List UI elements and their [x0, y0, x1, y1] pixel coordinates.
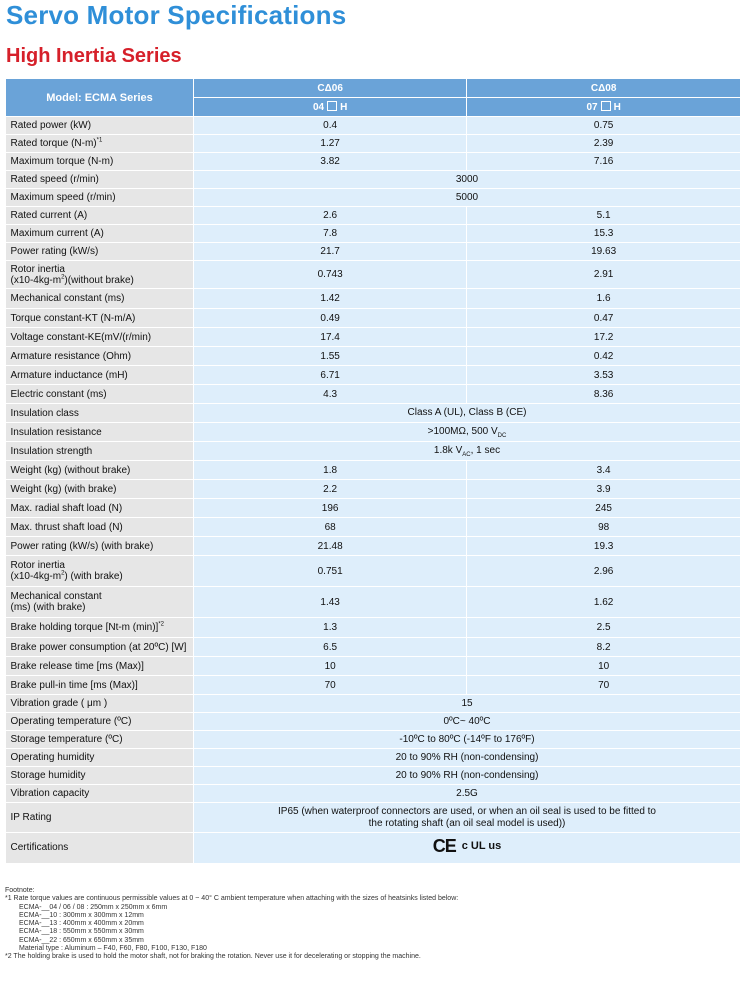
- spec-label-text: Operating humidity: [10, 752, 95, 763]
- spec-row: [6, 657, 741, 676]
- spec-row: [6, 309, 741, 328]
- spec-label: [6, 328, 194, 347]
- spec-value-text: the rotating shaft (an oil seal model is used)): [368, 817, 566, 829]
- spec-label: [6, 749, 194, 767]
- spec-value: 3.4: [467, 461, 740, 480]
- spec-value: 2.91: [467, 261, 740, 289]
- spec-value: 7.16: [467, 153, 740, 171]
- spec-value: 196: [194, 499, 467, 518]
- col1-code-header: 04 H: [194, 98, 467, 117]
- spec-label: [6, 638, 194, 657]
- spec-value: 1.55: [194, 347, 467, 366]
- spec-row: [6, 423, 741, 442]
- spec-value-shared: [194, 833, 741, 863]
- spec-value-shared: [194, 442, 741, 461]
- spec-value-text: -10ºC to 80ºC (-14ºF to 176ºF): [399, 733, 535, 745]
- spec-label: [6, 587, 194, 618]
- spec-value-shared: [194, 731, 741, 749]
- spec-value: 0.49: [194, 309, 467, 328]
- spec-label-text: Torque constant-KT (N-m/A): [10, 312, 136, 324]
- spec-label-text: Brake power consumption (at 20ºC) [W]: [10, 641, 187, 653]
- spec-label-text: Rated speed (r/min): [10, 174, 99, 185]
- spec-value: 8.2: [467, 638, 740, 657]
- spec-row: [6, 117, 741, 135]
- spec-label-text: Rated current (A): [10, 210, 88, 221]
- spec-value: 0.743: [194, 261, 467, 289]
- spec-label: [6, 442, 194, 461]
- spec-value-sub: DC: [497, 433, 507, 439]
- col1-group-header: CΔ06: [194, 79, 467, 98]
- spec-value-shared: [194, 803, 741, 833]
- spec-row: [6, 442, 741, 461]
- spec-row: [6, 695, 741, 713]
- spec-value: 1.6: [467, 289, 740, 309]
- spec-label-text: Rated power (kW): [10, 120, 92, 131]
- spec-value-shared: [194, 785, 741, 803]
- spec-row: [6, 713, 741, 731]
- spec-label-text: Armature inductance (mH): [10, 369, 128, 381]
- spec-label-sup: 2: [61, 570, 65, 577]
- spec-value: 68: [194, 518, 467, 537]
- spec-label: [6, 261, 194, 289]
- heatsink-size: ECMA-__18 : 550mm x 550mm x 30mm: [19, 928, 144, 936]
- spec-row: [6, 556, 741, 587]
- spec-label: [6, 556, 194, 587]
- spec-label: [6, 676, 194, 695]
- spec-label: [6, 618, 194, 638]
- spec-label-text: Max. radial shaft load (N): [10, 502, 123, 514]
- spec-label: [6, 385, 194, 404]
- placeholder-box-icon: [601, 101, 611, 111]
- spec-label: [6, 731, 194, 749]
- spec-row: [6, 261, 741, 289]
- spec-label-text: Power rating (kW/s): [10, 246, 99, 257]
- spec-label-unit: (x10-4kg-m: [10, 571, 62, 582]
- spec-row: [6, 207, 741, 225]
- spec-row: [6, 461, 741, 480]
- spec-row: [6, 731, 741, 749]
- cert-logos: [432, 835, 502, 856]
- spec-label-text: Insulation strength: [10, 445, 93, 457]
- spec-row: [6, 171, 741, 189]
- spec-label: [6, 767, 194, 785]
- spec-value: 21.7: [194, 243, 467, 261]
- spec-row: [6, 833, 741, 863]
- spec-row: [6, 385, 741, 404]
- spec-label-unit: ) (with brake): [64, 571, 123, 582]
- spec-value: 1.62: [467, 587, 740, 618]
- spec-label: [6, 537, 194, 556]
- spec-value-text: IP65 (when waterproof connectors are used, or when an oil seal is used to be fitted to: [278, 805, 656, 817]
- spec-value: 1.3: [194, 618, 467, 638]
- spec-value: 6.71: [194, 366, 467, 385]
- placeholder-box-icon: [327, 101, 337, 111]
- spec-value: 2.96: [467, 556, 740, 587]
- heatsink-material: Material type : Aluminum – F40, F60, F80, F100, F130, F180: [19, 945, 207, 953]
- spec-label: [6, 289, 194, 309]
- spec-label: [6, 135, 194, 153]
- spec-value-text: 1.8k V: [433, 445, 463, 456]
- spec-label-text: Insulation class: [10, 407, 79, 419]
- spec-value: 1.27: [194, 135, 467, 153]
- spec-value: 21.48: [194, 537, 467, 556]
- spec-value-text: 20 to 90% RH (non-condensing): [395, 769, 539, 781]
- spec-value: 2.6: [194, 207, 467, 225]
- spec-value: 15.3: [467, 225, 740, 243]
- spec-label: [6, 153, 194, 171]
- spec-value: 70: [467, 676, 740, 695]
- spec-label: [6, 423, 194, 442]
- spec-row: [6, 638, 741, 657]
- spec-row: [6, 225, 741, 243]
- spec-row: [6, 328, 741, 347]
- spec-value-text: >100MΩ, 500 V: [427, 426, 498, 437]
- ul-mark-icon: c UL us: [461, 839, 502, 852]
- spec-value: 70: [194, 676, 467, 695]
- spec-row: [6, 189, 741, 207]
- spec-value-shared: [194, 171, 741, 189]
- spec-value-sub: AC: [462, 452, 471, 458]
- spec-value: 4.3: [194, 385, 467, 404]
- spec-value: 0.4: [194, 117, 467, 135]
- spec-value-text: 15: [461, 697, 473, 709]
- spec-value: 2.39: [467, 135, 740, 153]
- page-title: Servo Motor Specifications: [6, 0, 347, 30]
- spec-label: [6, 657, 194, 676]
- spec-value: 1.43: [194, 587, 467, 618]
- spec-value: 0.75: [467, 117, 740, 135]
- spec-label-text: Insulation resistance: [10, 426, 102, 438]
- spec-label-unit: (x10-4kg-m: [10, 274, 62, 286]
- spec-value: 1.42: [194, 289, 467, 309]
- spec-value-text: 20 to 90% RH (non-condensing): [395, 751, 539, 763]
- spec-label-text: Operating temperature (ºC): [10, 716, 132, 727]
- series-subtitle: High Inertia Series: [6, 45, 182, 67]
- spec-value: 0.751: [194, 556, 467, 587]
- spec-label: [6, 189, 194, 207]
- spec-label-text: Armature resistance (Ohm): [10, 350, 132, 362]
- spec-row: [6, 404, 741, 423]
- spec-label-text: Weight (kg) (with brake): [10, 483, 117, 495]
- spec-label-text: Certifications: [10, 842, 69, 854]
- spec-row: [6, 518, 741, 537]
- spec-value-shared: [194, 713, 741, 731]
- spec-value-text: Class A (UL), Class B (CE): [407, 407, 527, 418]
- heatsink-size: ECMA-__13 : 400mm x 400mm x 20mm: [19, 920, 144, 928]
- spec-row: [6, 153, 741, 171]
- footnote: [5, 887, 740, 962]
- spec-value: 0.47: [467, 309, 740, 328]
- spec-label: [6, 713, 194, 731]
- spec-label: [6, 171, 194, 189]
- spec-label-text: Weight (kg) (without brake): [10, 464, 131, 476]
- spec-table: [5, 78, 740, 863]
- spec-row: [6, 803, 741, 833]
- spec-label-text: Vibration capacity: [10, 788, 90, 799]
- spec-row: [6, 480, 741, 499]
- spec-value: 6.5: [194, 638, 467, 657]
- spec-row: [6, 618, 741, 638]
- col2-group-header: CΔ08: [467, 79, 740, 98]
- spec-label-line: Mechanical constant: [10, 591, 102, 602]
- heatsink-size: ECMA-__04 / 06 / 08 : 250mm x 250mm x 6mm: [19, 903, 168, 911]
- spec-label: [6, 833, 194, 863]
- spec-label: [6, 309, 194, 328]
- spec-row: [6, 676, 741, 695]
- spec-label-line: Rotor inertia: [10, 560, 65, 571]
- spec-label: [6, 803, 194, 833]
- spec-label-text: Storage temperature (ºC): [10, 734, 123, 745]
- spec-label-text: Maximum speed (r/min): [10, 192, 116, 203]
- spec-value-shared: [194, 749, 741, 767]
- spec-label-text: Voltage constant-KE(mV/(r/min): [10, 331, 152, 343]
- spec-row: [6, 537, 741, 556]
- spec-row: [6, 289, 741, 309]
- spec-label-text: Power rating (kW/s) (with brake): [10, 540, 154, 552]
- spec-value: 10: [467, 657, 740, 676]
- spec-value-text: 5000: [455, 191, 479, 203]
- spec-label: [6, 366, 194, 385]
- spec-value: 5.1: [467, 207, 740, 225]
- model-header: Model: ECMA Series: [6, 79, 194, 117]
- spec-row: [6, 135, 741, 153]
- spec-label: [6, 243, 194, 261]
- spec-value: 2.5: [467, 618, 740, 638]
- col2-code-header: 07 H: [467, 98, 740, 117]
- spec-label-text: Brake holding torque [Nt-m (min)]: [10, 622, 159, 633]
- spec-value: 3.82: [194, 153, 467, 171]
- spec-value-shared: [194, 423, 741, 442]
- spec-value: 19.63: [467, 243, 740, 261]
- ce-mark-icon: CE: [432, 835, 456, 856]
- spec-value-shared: [194, 695, 741, 713]
- spec-label-text: Max. thrust shaft load (N): [10, 521, 123, 533]
- spec-value-text: 3000: [455, 173, 479, 185]
- spec-label-unit: )(without brake): [64, 274, 134, 286]
- spec-value: 3.9: [467, 480, 740, 499]
- spec-value: 245: [467, 499, 740, 518]
- spec-value: 10: [194, 657, 467, 676]
- spec-value-shared: [194, 189, 741, 207]
- spec-row: [6, 767, 741, 785]
- spec-label: [6, 518, 194, 537]
- spec-label: [6, 117, 194, 135]
- spec-label: [6, 480, 194, 499]
- spec-value: 98: [467, 518, 740, 537]
- spec-value-text: 0ºC~ 40ºC: [443, 715, 491, 727]
- spec-label-sup: 2: [61, 274, 65, 281]
- spec-value-text: , 1 sec: [470, 445, 501, 456]
- spec-label-text: Maximum current (A): [10, 228, 104, 239]
- spec-label-line: Rotor inertia: [10, 263, 65, 275]
- footnote-2: *2 The holding brake is used to hold the motor shaft, not for braking the rotation. Never use it for decelerating or stopping the machine.: [5, 953, 421, 961]
- spec-value: 8.36: [467, 385, 740, 404]
- spec-label: [6, 785, 194, 803]
- spec-row: [6, 587, 741, 618]
- spec-label-text: IP Rating: [10, 812, 52, 823]
- spec-value: 3.53: [467, 366, 740, 385]
- spec-value-text: 2.5G: [456, 787, 478, 799]
- spec-value: 17.4: [194, 328, 467, 347]
- spec-row: [6, 785, 741, 803]
- spec-value: 2.2: [194, 480, 467, 499]
- spec-label-line: (ms) (with brake): [10, 602, 86, 613]
- footnote-ref: *2: [158, 621, 165, 628]
- spec-value: 19.3: [467, 537, 740, 556]
- spec-row: [6, 347, 741, 366]
- spec-label-text: Storage humidity: [10, 770, 86, 781]
- spec-label: [6, 225, 194, 243]
- spec-row: [6, 366, 741, 385]
- spec-row: [6, 749, 741, 767]
- spec-label-text: Maximum torque (N-m): [10, 156, 114, 167]
- footnote-1: *1 Rate torque values are continuous permissible values at 0 ~ 40° C ambient temperature when attaching with the sizes of heatsinks listed below:: [5, 895, 459, 903]
- spec-label-text: Vibration grade ( μm ): [10, 698, 108, 709]
- spec-label: [6, 499, 194, 518]
- spec-label-text: Brake pull-in time [ms (Max)]: [10, 679, 138, 691]
- footnote-ref: *1: [96, 137, 103, 144]
- spec-label: [6, 347, 194, 366]
- spec-label-text: Rated torque (N-m): [10, 138, 97, 149]
- spec-row: [6, 499, 741, 518]
- spec-row: [6, 243, 741, 261]
- heatsink-size: ECMA-__22 : 650mm x 650mm x 35mm: [19, 936, 144, 944]
- spec-value-shared: [194, 767, 741, 785]
- spec-value-shared: [194, 404, 741, 423]
- footnote-heading: Footnote:: [5, 887, 35, 894]
- heatsink-size: ECMA-__10 : 300mm x 300mm x 12mm: [19, 911, 144, 919]
- spec-value: 1.8: [194, 461, 467, 480]
- spec-label-text: Electric constant (ms): [10, 388, 107, 400]
- spec-value: 0.42: [467, 347, 740, 366]
- spec-label: [6, 207, 194, 225]
- spec-value: 7.8: [194, 225, 467, 243]
- spec-label-text: Mechanical constant (ms): [10, 293, 125, 304]
- spec-label: [6, 695, 194, 713]
- spec-label: [6, 404, 194, 423]
- spec-value: 17.2: [467, 328, 740, 347]
- spec-label-text: Brake release time [ms (Max)]: [10, 660, 144, 672]
- spec-label: [6, 461, 194, 480]
